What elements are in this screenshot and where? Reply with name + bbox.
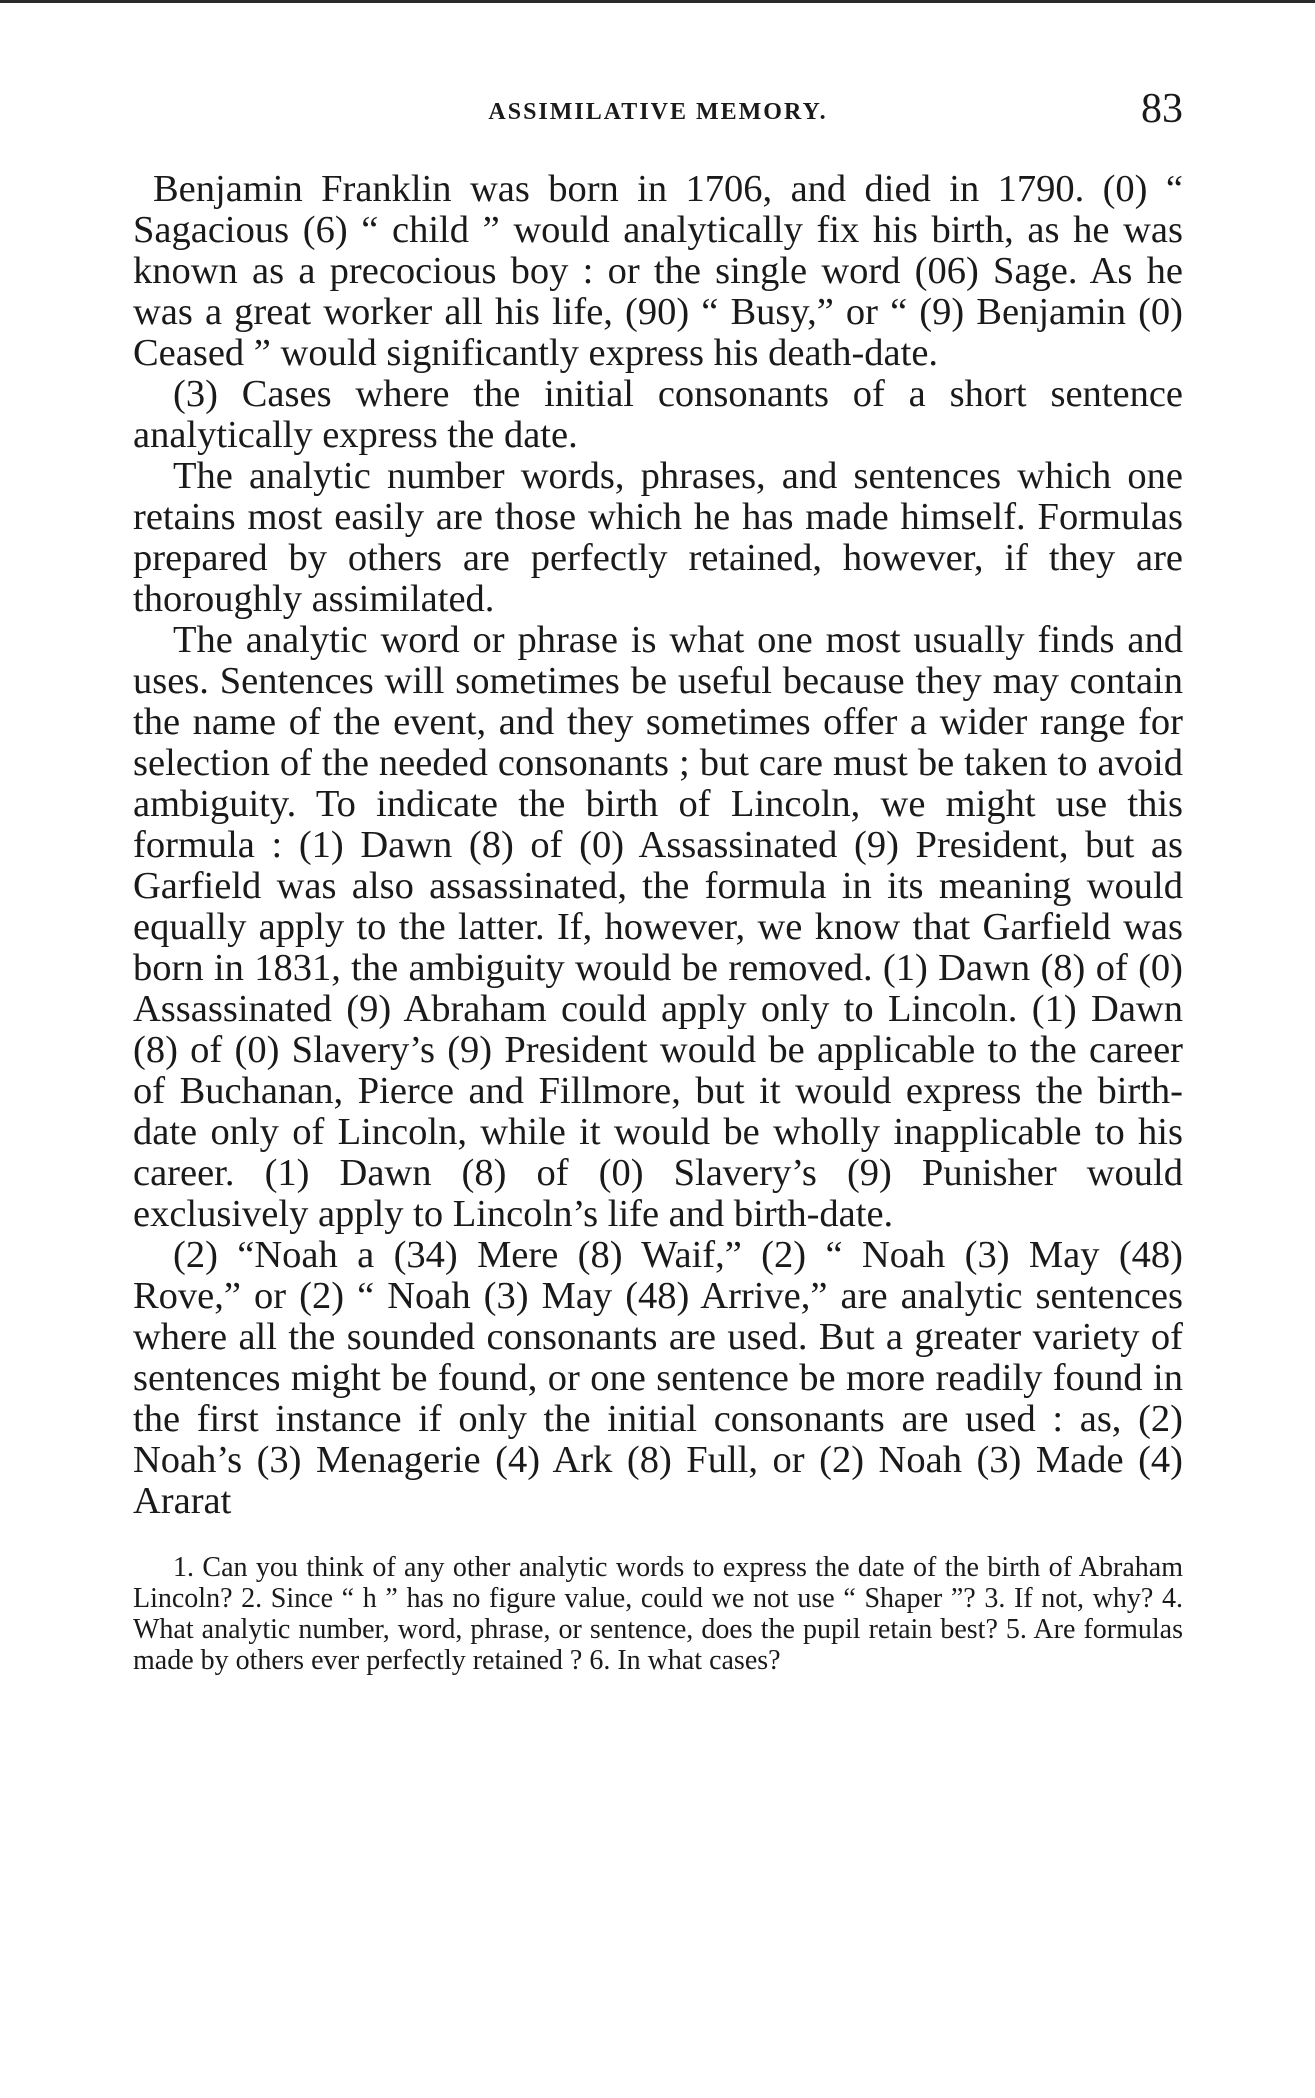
footnote-questions: 1. Can you think of any other analytic words to express the date of the birth of Abraham Lincoln? 2. Since “ h ” has no figure value, could we not use “ Shaper ”? 3. If not, why? 4. What analytic number, word, phrase, or sentence, does the pupil retain best? 5. Are formulas made by others ever perfectly retained ? 6. In what cases? [133, 1552, 1183, 1676]
running-head: ASSIMILATIVE MEMORY. [488, 99, 828, 125]
page-number: 83 [1141, 86, 1183, 132]
paragraph-franklin: Benjamin Franklin was born in 1706, and died in 1790. (0) “ Sagacious (6) “ child ” would analytically fix his birth, as he was known as a precocious boy : or the single word (06) Sage. As he was a great worker all his life, (90) “ Busy,” or “ (9) Benjamin (0) Ceased ” would significantly express his death-date. [133, 168, 1183, 374]
paragraph-lincoln-formula: The analytic word or phrase is what one most usually finds and uses. Sentences will sometimes be useful because they may contain the name of the event, and they sometimes offer a wider range for selection of the needed consonants ; but care must be taken to avoid ambiguity. To indicate the birth of Lincoln, we might use this formula : (1) Dawn (8) of (0) Assassinated (9) President, but as Garfield was also assassinated, the formula in its meaning would equally apply to the latter. If, however, we know that Garfield was born in 1831, the ambiguity would be removed. (1) Dawn (8) of (0) Assassinated (9) Abraham could apply only to Lincoln. (1) Dawn (8) of (0) Slavery’s (9) President would be applicable to the career of Buchanan, Pierce and Fillmore, but it would express the birth-date only of Lincoln, while it would be wholly inapplicable to his career. (1) Dawn (8) of (0) Slavery’s (9) Punisher would exclusively apply to Lincoln’s life and birth-date. [133, 619, 1183, 1235]
paragraph-noah-sentences: (2) “Noah a (34) Mere (8) Waif,” (2) “ Noah (3) May (48) Rove,” or (2) “ Noah (3) May (48) Arrive,” are analytic sentences where all the sounded consonants are used. But a greater variety of sentences might be found, or one sentence be more readily found in the first instance if only the initial consonants are used : as, (2) Noah’s (3) Menagerie (4) Ark (8) Full, or (2) Noah (3) Made (4) Ararat [133, 1234, 1183, 1522]
page [133, 85, 1183, 1676]
paragraph-heading-cases: (3) Cases where the initial consonants of a short sentence analytically express the date. [133, 373, 1183, 456]
body-text [133, 169, 1183, 1522]
top-border-rule [0, 0, 1315, 3]
paragraph-analytic-number-words: The analytic number words, phrases, and sentences which one retains most easily are those which he has made himself. Formulas prepared by others are perfectly retained, however, if they are thoroughly assimilated. [133, 455, 1183, 620]
page-header [133, 85, 1183, 145]
